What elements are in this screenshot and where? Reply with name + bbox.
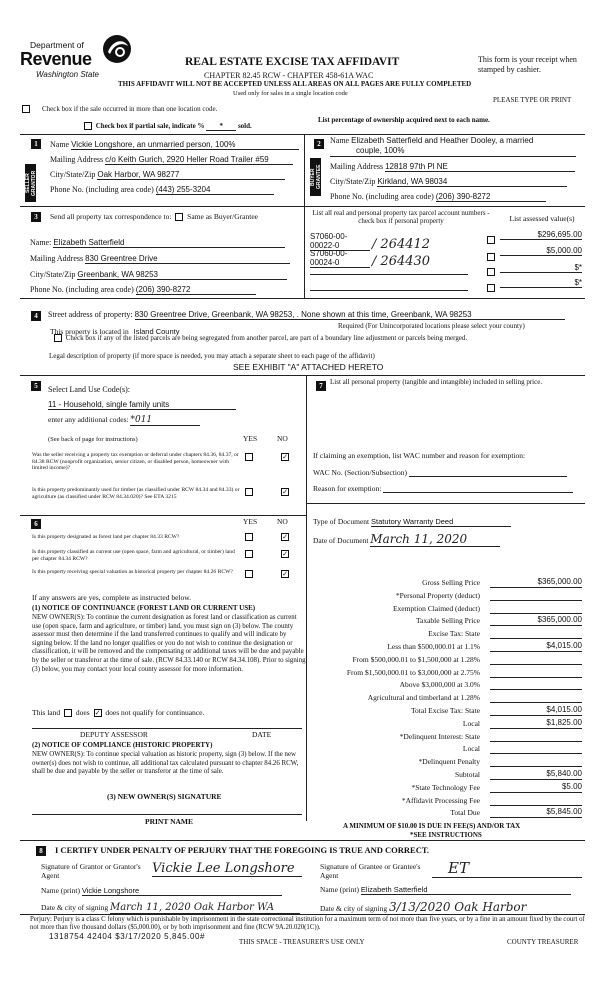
tax-row-label: *Delinquent Interest: State [399, 732, 480, 741]
q3-no-checkbox[interactable]: ✓ [282, 533, 288, 541]
checkbox-icon[interactable] [22, 105, 30, 113]
checkbox-icon[interactable] [487, 236, 495, 244]
tax-row-value[interactable]: $5,840.00 [490, 769, 582, 780]
q2-yes-checkbox[interactable] [245, 488, 253, 496]
tax-row-value[interactable] [490, 654, 582, 665]
additional-codes-label: enter any additional codes: [48, 415, 129, 424]
parcel-number[interactable] [310, 290, 468, 291]
buyer-name-line2[interactable]: couple, 100% [330, 146, 576, 157]
deputy-assessor: DEPUTY ASSESSOR [80, 730, 148, 739]
grantee-name[interactable]: Elizabeth Satterfield [361, 885, 571, 895]
does-checkbox[interactable] [64, 709, 72, 717]
seller-address-row [50, 155, 293, 165]
doc-date-label: Date of Document [313, 536, 369, 545]
seller-city[interactable]: Oak Harbor, WA 98277 [97, 170, 285, 180]
seller-name-label: Name [50, 140, 70, 149]
seller-name-row [50, 140, 299, 150]
correspondence-title: Send all property tax correspondence to: [50, 212, 172, 221]
parcel-row [310, 266, 490, 276]
legal-description[interactable]: SEE EXHIBIT "A" ATTACHED HERETO [233, 362, 384, 372]
tax-row-value[interactable] [490, 743, 582, 754]
parcel-number[interactable] [310, 274, 468, 275]
tax-row-label: *Personal Property (deduct) [395, 591, 480, 600]
parcel-value[interactable]: $* [500, 278, 582, 288]
section-2-badge: 2 [314, 139, 324, 149]
section-1-badge: 1 [31, 139, 41, 149]
grantor-name-row [41, 886, 282, 896]
does-not-checkbox[interactable]: ✓ [94, 709, 101, 718]
parcel-handwritten: / 264430 [371, 254, 431, 269]
street-row [48, 310, 565, 320]
see-instructions: *SEE INSTRUCTIONS [410, 831, 482, 839]
tax-row-label: Above $3,000,000 at 3.0% [399, 680, 480, 689]
checkbox-icon[interactable] [487, 268, 495, 276]
doc-date[interactable]: March 11, 2020 [370, 532, 500, 547]
buyer-phone[interactable]: (206) 390-8272 [436, 192, 546, 202]
doc-type-label: Type of Document [313, 517, 370, 526]
grantee-name-row [320, 885, 571, 895]
segregated-label: Check box if any of the listed parcels are being segregated from another parcel, are part of a boundary line adjustment or parcels being merged. [65, 334, 468, 342]
ownership-note: List percentage of ownership acquired next to each name. [318, 116, 490, 124]
section-6-badge: 6 [31, 519, 41, 529]
grantor-name[interactable]: Vickie Longshore [82, 886, 282, 896]
parcel-row [310, 282, 490, 292]
reason-label: Reason for exemption: [313, 484, 382, 493]
question-5: Is this property receiving special valuation as historical property per chapter 84.26 RCW? [32, 569, 233, 575]
tax-row-value[interactable]: $365,000.00 [490, 577, 582, 588]
parcel-value[interactable]: $5,000.00 [500, 246, 582, 256]
corr-address-label: Mailing Address [30, 254, 84, 263]
county-value[interactable]: Island County [133, 327, 180, 336]
grantor-date-label: Date & city of signing [41, 903, 109, 912]
buyer-address-row [330, 162, 575, 172]
form-chapter: CHAPTER 82.45 RCW - CHAPTER 458-61A WAC [204, 71, 374, 80]
tax-row-value[interactable] [490, 590, 582, 601]
tax-row-value[interactable] [490, 692, 582, 703]
assessed-header: List assessed value(s) [509, 214, 575, 223]
q5-yes-checkbox[interactable] [245, 570, 253, 578]
corr-city-label: City/State/Zip [30, 270, 76, 279]
grantee-name-label: Name (print) [320, 885, 359, 894]
personal-property-label: List all personal property (tangible and intangible) included in selling price. [330, 378, 543, 386]
grantor-sig-label: Signature of Grantor or Grantor's Agent [41, 862, 141, 880]
buyer-city-row [330, 177, 567, 187]
buyer-name-line1[interactable]: Elizabeth Satterfield and Heather Dooley, a married [351, 136, 534, 145]
street-label: Street address of property: [48, 310, 133, 319]
section-3-badge: 3 [31, 212, 41, 222]
seller-name[interactable]: Vickie Longshore, an unmarried person, 100% [71, 140, 299, 150]
question-3: Is this property designated as forest land per chapter 84.33 RCW? [32, 534, 180, 540]
required-note: Required (For Unincorporated locations please select your county) [338, 322, 525, 330]
doc-type-row [313, 517, 511, 527]
notice-2-title: (2) NOTICE OF COMPLIANCE (HISTORIC PROPERTY) [32, 741, 213, 749]
tax-row-value[interactable] [490, 756, 582, 767]
corr-address[interactable]: 830 Greentree Drive [85, 254, 290, 264]
reason-row [313, 483, 573, 493]
seller-address-label: Mailing Address [50, 155, 104, 164]
yes-header-6: YES [243, 517, 258, 526]
print-note: PLEASE TYPE OR PRINT [493, 96, 572, 104]
buyer-name-row [330, 136, 576, 157]
parcel-handwritten: / 264412 [371, 237, 431, 252]
partial-sale-label: Check box if partial sale, indicate % [95, 122, 205, 130]
q4-no-checkbox[interactable]: ✓ [282, 550, 288, 558]
seller-city-row [50, 170, 285, 180]
tax-row-label: Local [462, 719, 480, 728]
deputy-date: DATE [252, 730, 272, 739]
see-back: (See back of page for instructions) [48, 436, 138, 443]
yes-header: YES [243, 434, 258, 443]
buyer-side-label: BUYER GRANTEE [310, 158, 321, 196]
tax-row-value[interactable]: $5,845.00 [490, 807, 582, 818]
tax-row-label: Total Due [450, 808, 480, 817]
grantee-signature[interactable]: ET [432, 859, 582, 878]
street-address[interactable]: 830 Greentree Drive, Greenbank, WA 98253, . None shown at this time, Greenbank, WA 98253 [135, 310, 565, 320]
buyer-phone-label: Phone No. (including area code) [330, 192, 434, 201]
grantee-sig-label: Signature of Grantee or Grantee's Agent [320, 862, 421, 880]
checkbox-icon[interactable] [487, 253, 495, 261]
treasurer-stamp: 1318754 42404 $3/17/2020 5,845.00# [49, 932, 211, 941]
buyer-address-label: Mailing Address [330, 162, 384, 171]
q1-yes-checkbox[interactable] [245, 453, 253, 461]
checkbox-icon[interactable] [54, 334, 62, 342]
question-1: Was the seller receiving a property tax exemption or deferral under chapters 84.36, 84.37, or 84.38 RCW (nonprofit organization, senior citizen, or disabled person, homeowner with limited income)? [32, 452, 239, 472]
parcel-value[interactable]: $296,695.00 [500, 230, 582, 240]
checkbox-icon[interactable] [175, 213, 183, 221]
tax-row-value[interactable] [490, 667, 582, 678]
tax-row-value[interactable] [490, 679, 582, 690]
checkbox-icon[interactable] [84, 122, 92, 130]
section-8-badge: 8 [36, 846, 46, 856]
tax-row-value[interactable] [490, 795, 582, 806]
wac-row [313, 467, 567, 477]
tax-row-value[interactable]: $1,825.00 [490, 718, 582, 729]
tax-row-label: Less than $500,000.01 at 1.1% [387, 642, 480, 651]
section-5-badge: 5 [31, 381, 41, 391]
no-header: NO [277, 434, 288, 443]
partial-pct: * [206, 122, 236, 131]
tax-row-label: Gross Selling Price [422, 578, 480, 587]
tax-row-label: Local [462, 744, 480, 753]
tax-row-value[interactable]: $365,000.00 [490, 615, 582, 626]
corr-city-row [30, 270, 287, 280]
multi-location-label: Check box if the sale occurred in more than one location code. [42, 105, 218, 113]
land-use-select-label: Select Land Use Code(s): [48, 385, 130, 394]
corr-name-label: Name: [30, 238, 52, 247]
tax-row-value[interactable]: $5.00 [490, 782, 582, 793]
checkbox-icon[interactable] [487, 284, 495, 292]
grantor-date-row [41, 902, 300, 914]
perjury-note: Perjury: Perjury is a class C felony which is punishable by imprisonment in the state correctional institution for a maximum term of not more than five years, or by a fine in an amount fixed by the court of not more than five thousand dollars ($5,000.00), or by both imprisonment and fine (RCW 9A.20.020(1C)). [30, 916, 585, 932]
tax-row-label: *Delinquent Penalty [418, 757, 480, 766]
q1-no-checkbox[interactable]: ✓ [282, 453, 288, 461]
tax-row-label: Subtotal [454, 770, 480, 779]
same-as-buyer: Same as Buyer/Grantee [187, 212, 258, 221]
tax-row-value[interactable]: $4,015.00 [490, 641, 582, 652]
tax-row-label: From $500,000.01 to $1,500,000 at 1.28% [352, 655, 480, 664]
buyer-address[interactable]: 12818 97th Pl NE [385, 162, 575, 172]
tax-row-label: Taxable Selling Price [415, 616, 480, 625]
notice-1-body: NEW OWNER(S): To continue the current designation as forest land or classification as current use (open space, farm and agriculture, or timber) land, you must sign on (3) below. The county assessor must then determine if the land transferred continues to qualify and will indicate by signing below. If the land no longer qualifies or you do not wish to continue the designation or classification, it will be removed and the compensating or additional taxes will be due and payable by the seller or transferor at the time of sale. (RCW 84.33.140 or RCW 84.34.108). Prior to signing (3) below, you may contact your local county assessor for more information. [32, 614, 306, 673]
buyer-name-label: Name [330, 136, 350, 145]
seller-phone[interactable]: (443) 255-3204 [156, 185, 274, 195]
corr-address-row [30, 254, 290, 264]
legal-label: Legal description of property (if more space is needed, you may attach a separate sheet to each page of the affidavit) [49, 352, 375, 360]
q3-yes-checkbox[interactable] [245, 533, 253, 541]
partial-sale-check[interactable] [82, 122, 252, 131]
does-label: does [75, 708, 90, 717]
tax-row-label: *Affidavit Processing Fee [401, 796, 480, 805]
question-4: Is this property classified as current use (open space, farm and agricultural, or timber) land per chapter 84.34 RCW? [32, 549, 235, 562]
seller-address[interactable]: c/o Keith Gurich, 2920 Heller Road Trailer #59 [105, 155, 293, 165]
multi-location-check[interactable] [20, 105, 260, 113]
wac-label: WAC No. (Section/Subsection) [313, 468, 407, 477]
section-4-badge: 4 [31, 311, 41, 321]
corr-phone[interactable]: (206) 390-8272 [136, 285, 256, 295]
sold-label: sold. [237, 122, 252, 130]
form-warning: THIS AFFIDAVIT WILL NOT BE ACCEPTED UNLESS ALL AREAS ON ALL PAGES ARE FULLY COMPLETED [118, 80, 472, 88]
notice-2-body: NEW OWNER(S): To continue special valuation as historic property, sign (3) below. If the new owner(s) does not wish to continue, all additional tax calculated pursuant to chapter 84.26 RCW, shall be due and payable by the seller or transferor at the time of sale. [32, 751, 299, 776]
dept-name: Revenue [20, 49, 92, 69]
land-use-code[interactable]: 11 - Household, single family units [48, 400, 236, 410]
this-land-label: This land [32, 708, 61, 717]
print-name: PRINT NAME [145, 817, 193, 826]
corr-name[interactable]: Elizabeth Satterfield [53, 238, 285, 248]
tax-row-value[interactable] [490, 603, 582, 614]
corr-phone-row [30, 285, 256, 295]
q2-no-checkbox[interactable]: ✓ [282, 488, 288, 496]
grantee-date-label: Date & city of signing [320, 904, 388, 913]
new-owner-signature: (3) NEW OWNER(S) SIGNATURE [107, 792, 222, 801]
grantee-date[interactable]: 3/13/2020 Oak Harbor [389, 900, 569, 915]
seller-side-label: SELLER GRANTOR [25, 164, 36, 202]
additional-codes-row [48, 415, 200, 426]
q5-no-checkbox[interactable]: ✓ [282, 570, 288, 578]
segregated-check[interactable] [52, 334, 467, 342]
tax-row-label: Total Excise Tax: State [410, 706, 480, 715]
if-any-yes: If any answers are yes, complete as instructed below. [32, 593, 192, 602]
county-label: This property is located in [50, 327, 129, 336]
qualify-label: qualify for continuance. [132, 708, 205, 717]
receipt-note: This form is your receipt when stamped by cashier. [478, 55, 577, 74]
question-2: Is this property predominantly used for timber (as classified under RCW 84.34 and 84.33) or agriculture (as classified under RCW 84.34.020)? See ETA 3215 [32, 487, 240, 500]
parcel-number[interactable]: S7060-00-00024-0 [310, 249, 370, 268]
parcel-header: List all real and personal property tax parcel account numbers - check box if personal property [312, 209, 490, 225]
tax-row-value[interactable] [490, 628, 582, 639]
exemption-claim-label: If claiming an exemption, list WAC number and reason for exemption: [313, 451, 526, 460]
seller-phone-label: Phone No. (including area code) [50, 185, 154, 194]
grantee-date-row [320, 900, 569, 915]
reason-input[interactable] [383, 483, 573, 493]
tax-row-value[interactable]: $4,015.00 [490, 705, 582, 716]
dept-line: Department of [30, 40, 84, 50]
treasurer-space: THIS SPACE - TREASURER'S USE ONLY [239, 938, 365, 946]
tax-row-value[interactable] [490, 731, 582, 742]
tax-row-label: Agricultural and timberland at 1.28% [367, 693, 480, 702]
parcel-value[interactable]: $* [500, 263, 582, 273]
grantor-name-label: Name (print) [41, 886, 80, 895]
grantor-date[interactable]: March 11, 2020 Oak Harbor WA [110, 902, 300, 914]
seller-city-label: City/State/Zip [50, 170, 96, 179]
doc-type[interactable]: Statutory Warranty Deed [371, 517, 511, 527]
county-treasurer: COUNTY TREASURER [507, 938, 579, 946]
correspondence-title-row [50, 212, 258, 221]
certify-title: I CERTIFY UNDER PENALTY OF PERJURY THAT THE FOREGOING IS TRUE AND CORRECT. [55, 845, 430, 855]
seller-phone-row [50, 185, 274, 195]
does-not-label: does not [105, 708, 131, 717]
buyer-city[interactable]: Kirkland, WA 98034 [377, 177, 567, 187]
buyer-city-label: City/State/Zip [330, 177, 376, 186]
revenue-logo-icon [100, 32, 134, 66]
dept-state: Washington State [36, 70, 100, 79]
corr-name-row [30, 238, 285, 248]
wac-input[interactable] [409, 467, 567, 477]
corr-phone-label: Phone No. (including area code) [30, 285, 134, 294]
additional-codes[interactable]: *011 [130, 415, 200, 426]
q4-yes-checkbox[interactable] [245, 550, 253, 558]
single-location-note: Used only for sales in a single location code [233, 90, 348, 97]
tax-row-label: From $1,500,000.01 to $3,000,000 at 2.75% [346, 668, 480, 677]
continuance-row [32, 708, 204, 717]
grantor-signature[interactable]: Vickie Lee Longshore [152, 861, 302, 877]
tax-row-label: Exemption Claimed (deduct) [392, 604, 480, 613]
tax-row-label: Excise Tax: State [428, 629, 480, 638]
parcel-number[interactable]: S7060-00-00022-0 [310, 232, 370, 251]
form-title: REAL ESTATE EXCISE TAX AFFIDAVIT [185, 56, 400, 68]
minimum-fee-note: A MINIMUM OF $10.00 IS DUE IN FEE(S) AND/OR TAX [343, 822, 521, 830]
no-header-6: NO [277, 517, 288, 526]
section-7-badge: 7 [316, 381, 326, 391]
notice-1-title: (1) NOTICE OF CONTINUANCE (FOREST LAND OR CURRENT USE) [32, 604, 256, 612]
doc-date-row [313, 532, 500, 547]
corr-city[interactable]: Greenbank, WA 98253 [77, 270, 287, 280]
buyer-phone-row [330, 192, 546, 202]
tax-row-label: *State Technology Fee [411, 783, 480, 792]
